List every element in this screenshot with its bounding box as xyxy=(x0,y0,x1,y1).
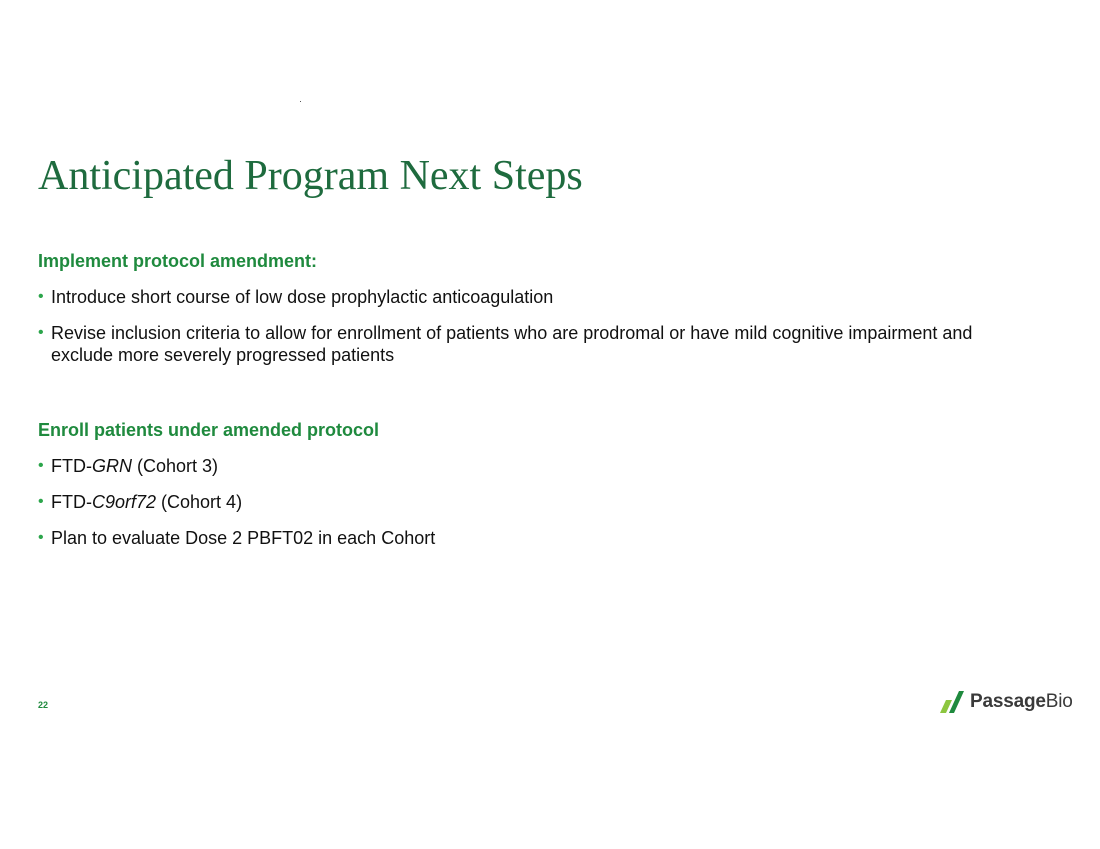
bullet-text-prefix: FTD- xyxy=(51,492,92,512)
section-heading-protocol-amendment: Implement protocol amendment: xyxy=(38,251,318,271)
bullet-text: Introduce short course of low dose prophylactic anticoagulation xyxy=(51,287,554,307)
company-logo xyxy=(940,689,1073,715)
list-item xyxy=(38,286,1028,308)
bullet-text-prefix: FTD- xyxy=(51,456,92,476)
bullet-text-suffix: (Cohort 3) xyxy=(131,456,219,476)
protocol-amendment-list xyxy=(38,286,1028,380)
bullet-icon: • xyxy=(38,457,44,474)
gene-name: C9orf72 xyxy=(91,492,157,512)
slide-title: Anticipated Program Next Steps xyxy=(38,153,583,199)
page-number: 22 xyxy=(38,700,49,710)
list-item xyxy=(38,527,1028,549)
bullet-icon: • xyxy=(38,288,44,305)
list-item xyxy=(38,455,1028,477)
bullet-icon: • xyxy=(38,493,44,510)
logo-wordmark xyxy=(970,691,1073,713)
bullet-text-suffix: (Cohort 4) xyxy=(156,492,243,512)
section-heading-enroll-patients: Enroll patients under amended protocol xyxy=(38,420,380,440)
bullet-icon: • xyxy=(38,324,44,341)
logo-word-regular: Bio xyxy=(1045,691,1073,712)
enroll-patients-list xyxy=(38,455,1028,563)
decorative-dot xyxy=(300,101,301,102)
list-item xyxy=(38,491,1028,513)
passage-bio-logo-icon xyxy=(940,691,964,713)
list-item xyxy=(38,322,1028,366)
bullet-text: Revise inclusion criteria to allow for enrollment of patients who are prodromal or have mild cognitive impairment and exclude more severely progressed patients xyxy=(51,323,973,365)
logo-word-bold: Passage xyxy=(970,691,1046,712)
bullet-text: Plan to evaluate Dose 2 PBFT02 in each Cohort xyxy=(51,528,436,548)
gene-name: GRN xyxy=(91,456,132,476)
bullet-icon: • xyxy=(38,529,44,546)
